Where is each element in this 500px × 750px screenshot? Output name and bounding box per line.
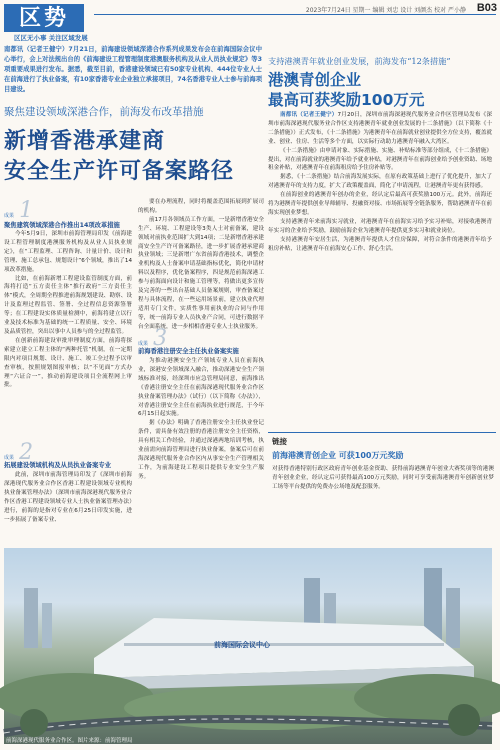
right-story-body (268, 111, 492, 429)
section2-body (4, 471, 132, 545)
section1-number: 1 (19, 198, 34, 223)
right-story-para: 支持港澳青年安居生活，为港澳青年提供人才住房保障，对符合条件的港澳青年给予租房补贴，让港澳青年在前海安心工作、舒心生活。 (268, 236, 492, 252)
link-tag: 链接 (272, 437, 287, 446)
right-story-para: 据悉，《十二条措施》结合前海发展实际，在原有政策基础上进行了优化提升，加大了对港澳青年的支持力度，扩大了政策覆盖面，简化了申请流程，让港澳青年更有获得感。 (268, 174, 492, 190)
right-story-title2: 最高可获奖励100万元 (268, 91, 425, 109)
right-story-kicker: 支持港澳青年就业创业发展，前海发布“12条措施” (268, 56, 451, 66)
photo-caption: 前海深港现代服务业合作区。图片来源：前海管理局 (6, 738, 133, 744)
link-rule (268, 432, 496, 433)
section1-header (4, 198, 134, 223)
main-title-line2: 安全生产许可备案路径 (4, 158, 235, 184)
header-rule (94, 14, 496, 15)
right-story-para: 支持港澳青年来前海实习就业，对港澳青年在前海实习给予实习补贴，对接收港澳青年实习的企业给予奖励，鼓励前海企业为港澳青年提供更多实习和就业岗位。 (268, 218, 492, 234)
section1-para: 在创新前海建设审批审理制度方面，前海将探索建立建立工程主体的“两种托管”机制，在一定期限内对项目规划、设计、施工、竣工全过程予以审查审核，按照规划图报审核；以“不见面”方式办理“六证合一”，推动前海建设项目全流程网上审批。 (4, 337, 132, 389)
section-badge: 区势 (4, 4, 84, 32)
dateline: 2023年7月24日 星期一 编辑 刘忠 设计 刘颜杰 校对 严小静 (305, 7, 466, 14)
section2-para: 此前，深圳市前海管理局印发了《深圳市前海深港现代服务业合作区香港工程建设领域专业机构执业备案管理办法》（深圳市前海深港现代服务业合作区香港工程建设领域专业人士执业备案管理办法）进行，前海的是指对专业在6月25日印发实施，进一步拓展了备案专业、 (4, 472, 132, 523)
section1-body (4, 230, 132, 436)
right-story-title1: 港澳青创企业 (268, 71, 362, 89)
section-subtitle: 区区无小事 关注区域发展 (14, 34, 88, 42)
section2-heading: 拓展建设领域机构及从员执业备案专业 (4, 462, 112, 469)
link-title: 前海港澳青创企业 可获100万元奖励 (272, 451, 404, 460)
section3-para: 为推动港澳安全生产领域专业人员在前海执业，深港安全领域深入融合，推动深港安全生产领域标准对接，经深圳市应急管理局同意，前海推出《香港注册安全主任在前海深港现代服务业合作区执业备案管理办法》（试行）（以下简称《办法》），对香港注册安全主任在前海执业进行规范，于今年6月15日起实施。 (138, 358, 264, 418)
section3-para: 据《办法》明确了香港注册安全主任执业登记条件，需具备有效注册的香港注册安全主任资格，具有相关工作经验，并通过深港两地培训考核，执业前需向前海管理局进行执业备案，备案后可在前海深港现代服务业合作区内从事安全生产管理相关工作，为前海建设工程项目提供专业安全生产服务。 (138, 420, 264, 480)
section2-label: 成果 (4, 455, 15, 461)
main-kicker: 聚焦建设领域深港合作，前海发布改革措施 (4, 106, 204, 118)
right-story-para: 《十二条措施》由申请对象、实际措施、实施、补贴标准等部分组成，《十二条措施》提出，对在前海就业的港澳青年给予就业补贴，对港澳青年在前海创业给予创业资助、场地租金补贴，对港澳青年在前海租房给予住房补贴等。 (268, 147, 492, 172)
middle-para: 要在办理流程，同时将覆盖范围拓展到扩展司的机构。 (138, 199, 264, 214)
section3-body (138, 357, 264, 545)
section3-header (138, 326, 264, 351)
right-story-lead: 南都讯（记者王健宁） (280, 112, 338, 118)
section1-label: 成果 (4, 213, 15, 219)
section1-heading: 聚焦建筑领域深港合作推出14项改革措施 (4, 222, 120, 229)
photo-building-label: 前海国际会议中心 (214, 641, 270, 649)
link-body: 对获得香港特别行政区政府青年创业基金资助、获得前海港澳青年创业大赛奖项等的港澳青年创业企业，经认定后可获得最高100万元奖励，同时可享受前海港澳青年创新创业梦工场等平台提供的免费办公场地及配套服务。 (272, 466, 494, 490)
page-number: B03 (476, 2, 497, 14)
right-story-text: 7月20日，深圳市前海深港现代服务业合作区管理局发布《深圳市前海深港现代服务业合作区支持港澳青年就业创业发展的十二条措施》（以下简称《十二条措施》）正式发布，《十二条措施》为港澳青年在前海就业创业提供全方位支持，覆盖就业、创业、住房、生活等多个方面，以实际行动助力港澳青年融入大湾区。 (268, 112, 492, 145)
section3-number: 3 (153, 326, 168, 351)
right-story-para: 在前海创业的港澳青年创办的企业，经认定后最高可获奖励100万元。此外，前海还将为港澳青年提供创业导师辅导、投融资对接、市场拓展等全链条服务，帮助港澳青年在前海实现创业梦想。 (268, 192, 492, 216)
section2-number: 2 (19, 440, 34, 465)
section3-label: 成果 (138, 341, 149, 347)
summary-text: 南都讯（记者王健宁）7月21日，前海建设领域深港合作系列成果发布会在前海国际会议中心举行，会上对法规出台的《前海建设工程管理制度港澳服务机构及从业人员执业规定》等3项重要成果进行发布。据悉，截至目前，香港建设领域已有50家专业机构、444位专业人士在前海进行了执业备案，有10家香港专业企业独立承接项目，74名香港专业人士参与前海项目建设。 (4, 46, 262, 93)
middle-body (138, 198, 264, 330)
middle-para: 前17月各领域员工作方面，一是新增香港安全生产、环境、工程建设等3类人士对前备案，建设领域对前执业范围扩大到14项；二是新增香港承建商安全生产许可备案路径，进一步扩展香港承建商执业领域；三是新增广东省前海香港技术，调整企业机构及人士备案申请基础指标优化，简化申请材料以及程序，优化备案程序，四是规范前海深港工参与前海面向设计和施工管理等，将做出更多宣传及完善的一些出台基础人员备案规则，审查备案过程与具体流程，在一些运用场景前，建立执业代理适用专门文件，实质性事用前执业的合同与作用等，统一前海专业人员执业产合同，可进行数据平台全面系统，进一步相相香港专业人士执业服务。 (138, 216, 264, 330)
section1-para: 今年5月9日，深圳市前海管理局印发《前海建设工程管理制度港澳服务机构及从业人员执业规定》，在“工程监理、工程咨询、计量计价、设计和管理、施工总承包、规划设计”6个领域，推出了14项改革措施。 (4, 231, 132, 273)
section1-para: 比如，在前海新增工程建设监管制度方面，前海将打造“五方责任主体”推行政府“三方责任主体”模式，全周期全程推进前海规划建设、勘察、设计及监理过程监管、签署、全过程信息资源签署等；在工程建设实体质量检测中，前海将建立以行业及技术标准为基础的统一工程质量、安全、环境及品质管控，突出以事中人员参与的全过程监管。 (4, 275, 132, 335)
section2-header (4, 440, 134, 465)
right-story-para (268, 111, 492, 147)
main-title-line1: 新增香港承建商 (4, 128, 166, 154)
photo-qianhai-skyline (4, 548, 492, 744)
section3-heading: 前海香港注册安全主任执业备案实施 (138, 348, 239, 355)
